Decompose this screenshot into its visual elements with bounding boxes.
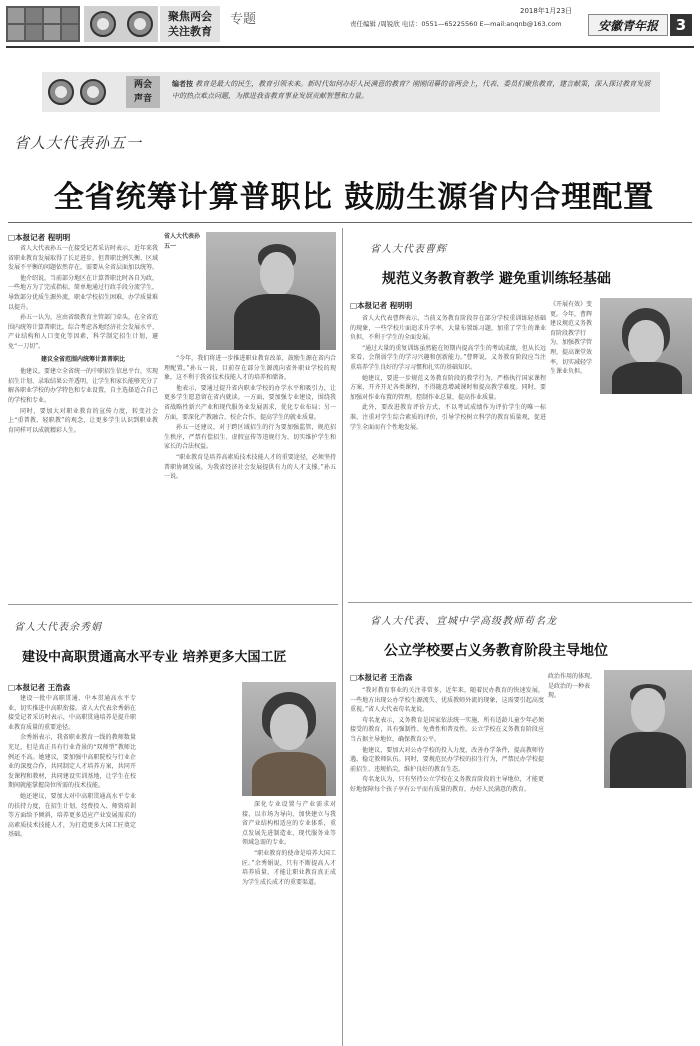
paragraph: “我对教育事业的关注非常多，近年来，随着民办教育的快速发展，一些地方出现公办学校生源流失、优质教师外流的现象，这需要引起高度重视。”省人大代表苟名龙说。 [350, 687, 544, 714]
section-label: 专题 [230, 12, 257, 27]
article-d-body-col2 [548, 716, 600, 1042]
portrait-sun-wuyi [206, 232, 336, 350]
main-article-headline: 全省统筹计算普职比 鼓励生源省内合理配置 [53, 180, 655, 215]
editor-note-prefix: 编者按 [172, 79, 193, 88]
paragraph: 建设一批中高职贯通、中本贯通高水平专业，切实推进中高职衔接。省人大代表余秀娟在接受记者采访时表示，中高职贯通培养是提升职业教育质量的重要途径。 [8, 695, 136, 731]
masthead-divider [6, 46, 694, 48]
newspaper-name: 安徽青年报 [588, 14, 668, 36]
article-d-kicker: 省人大代表、宣城中学高级教师苟名龙 [370, 616, 557, 627]
masthead-focus-label: 聚焦两会 关注教育 [160, 6, 220, 42]
article-c-divider [8, 604, 338, 605]
article-b-body-col2 [600, 400, 692, 610]
paragraph: 苟名龙表示，义务教育是国家依法统一实施、所有适龄儿童少年必须接受的教育，具有强制性、免费性和普及性。公立学校在义务教育阶段应当占据主导地位，确保教育公平。 [350, 716, 544, 743]
article-c-byline: □本报记者 王浩森 [8, 683, 71, 692]
paragraph: 孙五一还建议，对于跨区域招生的行为要加强监管，规范招生秩序，严禁有偿招生、虚假宣传等违规行为，切实维护学生和家长的合法权益。 [164, 424, 336, 451]
portrait-cao-hui [600, 298, 692, 394]
article-b-byline: □本报记者 程明明 [350, 301, 413, 310]
article-c-body [8, 694, 136, 1042]
paragraph: 他表示，要通过提升省内职业学校的办学水平和吸引力，让更多学生愿意留在省内就读。一方面，要加强专业建设，围绕我省战略性新兴产业和现代服务业发展需求，优化专业布局；另一方面，要深化产教融合、校企合作，提高学生的就业质量。 [164, 384, 336, 421]
main-article-col2-narrow [164, 276, 202, 346]
paragraph: 他建议，要建立全省统一的中职招生信息平台，实现招生计划、录取结果公开透明，让学生和家长能够充分了解各职业学校的办学特色和专业设置，自主选择适合自己的学校和专业。 [8, 368, 158, 404]
editor-note-body: 教育是最大的民生，教育引领未来。新时代如何办好人民满意的教育？刚刚闭幕的省两会上，代表、委员们聚焦教育，建言献策，深入探讨教育发展中的热点难点问题，为推进我省教育事业发展贡献智慧和力量。 [172, 80, 651, 100]
paragraph: “职业教育的使命是培养大国工匠。”余秀娟说，只有不断提高人才培养质量，才能让职业教育真正成为学生成长成才的重要渠道。 [242, 849, 336, 886]
paragraph: “今年，我们将进一步推进职业教育改革，鼓励生源在省内合理配置。”孙五一说，目前存在部分生源流向省外职业学校的现象，这不利于我省技术技能人才的培养和储备。 [164, 355, 336, 382]
main-photo-caption: 省人大代表孙五一 [164, 233, 201, 250]
subheading: 建议全省范围内统筹计算普职比 [40, 355, 125, 363]
article-d-headline: 公立学校要占义务教育阶段主导地位 [384, 643, 608, 659]
national-emblem-icon [90, 11, 116, 37]
article-d-divider [348, 602, 692, 603]
page-number: 3 [670, 14, 692, 36]
article-c-body-col2 [142, 682, 236, 1042]
paragraph: 她建议，要进一步规范义务教育阶段的教学行为，严格执行国家课程方案，开齐开足各类课程，不得随意增减课时和提高教学难度。同时，要加强对作业布置的管理，控制作业总量，提高作业质量。 [350, 374, 546, 401]
cppcc-emblem-icon [80, 79, 106, 105]
banner-emblems [48, 78, 118, 106]
headline-divider [8, 222, 692, 223]
cppcc-emblem-icon [127, 11, 153, 37]
portrait-yu-xiujuan [242, 682, 336, 796]
article-d-body [350, 686, 544, 1042]
main-article-col1 [8, 244, 158, 594]
article-c-headline: 建设中高职贯通高水平专业 培养更多大国工匠 [22, 650, 287, 665]
paragraph: 他介绍说，当前部分地区在计算普职比时各自为政，一些地方为了完成指标，简单地通过行政手段分流学生，导致部分优质生源外流，职业学校招生困难，办学质量难以提升。 [8, 274, 158, 311]
article-c-kicker: 省人大代表余秀娟 [14, 622, 102, 633]
main-article-byline: □本报记者 程明明 [8, 233, 71, 242]
masthead-photo-collage [6, 6, 80, 42]
masthead [0, 0, 700, 46]
article-b-headline: 规范义务教育教学 避免重训练轻基础 [382, 271, 611, 287]
paragraph: 省人大代表孙五一在接受记者采访时表示，近年来我省职业教育发展取得了长足进步，但普职比例失衡、区域发展不平衡的问题依然存在，需要从全省层面加以统筹。 [8, 245, 158, 272]
editor-contact: 责任编辑 /周锐欣 电话：0551—65225560 E—mail:anqnb@163.com [350, 20, 562, 28]
article-b-side-text: 《开展有效》变更。今年，曹辉建议规范义务教育阶段教学行为，加强教学管理，提高课堂效率，切实减轻学生课业负担。 [550, 301, 593, 376]
paragraph: 省人大代表曹辉表示，当前义务教育阶段存在部分学校重训练轻基础的现象，一些学校片面追求升学率，大量布置练习题，加重了学生的课业负担，不利于学生的全面发展。 [350, 315, 546, 342]
paragraph: 同时，要加大对职业教育的宣传力度，转变社会上“重普教、轻职教”的观念，让更多学生认识到职业教育同样可以成就精彩人生。 [8, 407, 158, 434]
issue-date: 2018年1月23日 [520, 7, 573, 15]
article-d-byline: □本报记者 王浩森 [350, 673, 413, 682]
paragraph: 深化专业设置与产业需求对接，以市场为导向，加快建立与我省产业结构相适应的专业体系，重点发展先进制造业、现代服务业等领域急需的专业。 [242, 801, 336, 847]
editor-note-banner [42, 72, 660, 112]
paragraph: 孙五一认为，应由省级教育主管部门牵头，在全省范围内统筹计算普职比，综合考虑各地经济社会发展水平、产业结构和人口变化等因素，科学制定招生计划，避免“一刀切”。 [8, 314, 158, 350]
article-b-body [350, 314, 546, 610]
article-d-side-text: 政治作用的体现，是政治的一种表现。 [548, 673, 597, 700]
masthead-emblems [84, 6, 158, 42]
paragraph: 苟名龙认为，只有坚持公立学校在义务教育阶段的主导地位，才能更好地保障每个孩子享有公平而有质量的教育，办好人民满意的教育。 [350, 776, 544, 793]
paragraph: 他建议，要加大对公办学校的投入力度，改善办学条件，提高教师待遇，稳定教师队伍。同时，要规范民办学校的招生行为，严禁民办学校提前招生、违规掐尖，维护良好的教育生态。 [350, 746, 544, 773]
article-d-body-col3 [604, 794, 692, 1042]
main-article-col2 [164, 354, 336, 594]
paragraph: “职业教育是培养高素质技术技能人才的重要途径，必须坚持普职协调发展，为我省经济社会发展提供有力的人才支撑。”孙五一说。 [164, 453, 336, 481]
paragraph: 此外，要改进教育评价方式，不以考试成绩作为评价学生的唯一标准，注重对学生综合素质的评价，引导学校树立科学的教育质量观，促进学生全面而有个性地发展。 [350, 404, 546, 431]
main-article-kicker: 省人大代表孙五一 [14, 134, 143, 152]
column-divider [342, 228, 343, 1046]
portrait-gou-minglong [604, 670, 692, 788]
paragraph: “通过大量的重复训练虽然能在短期内提高学生的考试成绩，但从长远来看，会削弱学生的学习兴趣和创新能力。”曹辉说，义务教育阶段应当注重培养学生良好的学习习惯和扎实的基础知识。 [350, 344, 546, 371]
editor-note-text [172, 78, 652, 102]
paragraph: 余秀娟表示，我省职业教育一线的教师数量充足，但是真正具有行业背景的“双师型”教师比例还不高。她建议，要加强中高职院校与行业企业的深度合作，共同制定人才培养方案，共同开发课程和教材，共同建设实训基地，让学生在校期间就能掌握岗位所需的技术技能。 [8, 734, 136, 790]
article-b-kicker: 省人大代表曹辉 [370, 244, 447, 255]
paragraph: 她还建议，要加大对中高职贯通高水平专业的扶持力度，在招生计划、经费投入、师资培训等方面给予倾斜，培养更多适应产业发展需求的高素质技术技能人才，为打造更多大国工匠奠定基础。 [8, 792, 136, 839]
banner-label: 两会 声音 [126, 76, 160, 108]
national-emblem-icon [48, 79, 74, 105]
article-c-body-col3 [242, 800, 336, 1042]
